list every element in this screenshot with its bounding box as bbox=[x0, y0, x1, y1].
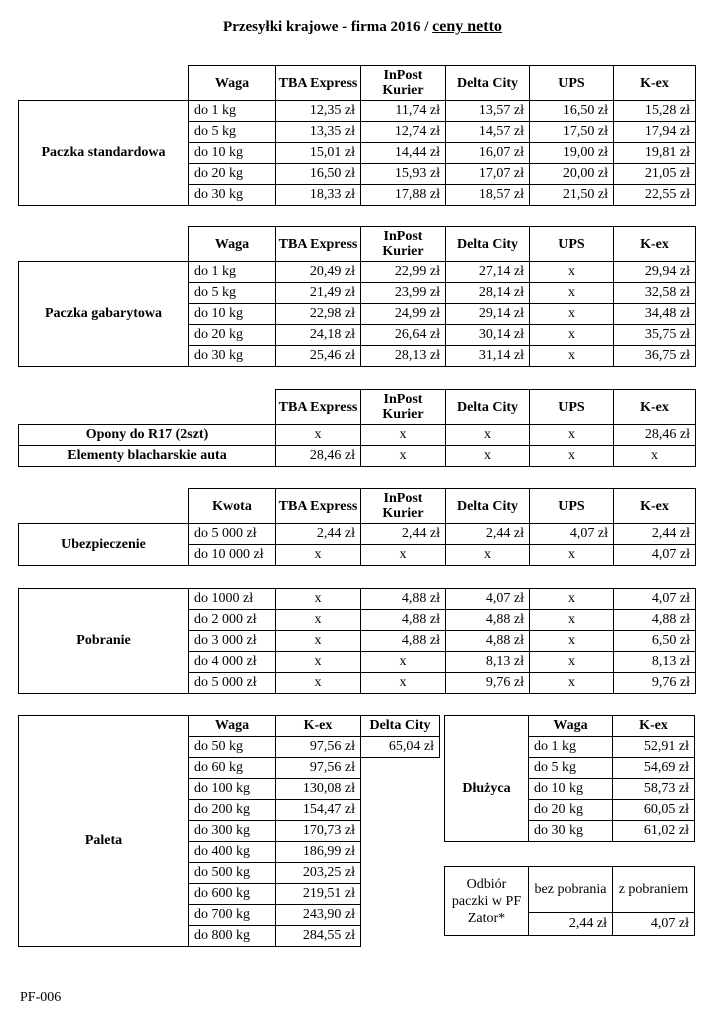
price-cell: 15,93 zł bbox=[361, 164, 446, 185]
price-cell: 58,73 zł bbox=[613, 779, 695, 800]
oversize-parcel-table bbox=[18, 226, 696, 367]
col-header-ups: UPS bbox=[530, 390, 614, 425]
row-label-insurance: Ubezpieczenie bbox=[19, 524, 189, 566]
price-cell: 4,88 zł bbox=[361, 631, 446, 652]
row-label-body-parts: Elementy blacharskie auta bbox=[19, 446, 276, 467]
col-header-inpost: InPost Kurier bbox=[361, 489, 446, 524]
document-code: PF-006 bbox=[20, 990, 62, 1005]
price-cell: 15,28 zł bbox=[614, 101, 696, 122]
price-cell: 22,99 zł bbox=[361, 262, 446, 283]
col-header-delta: Delta City bbox=[446, 390, 530, 425]
price-cell: 2,44 zł bbox=[614, 524, 696, 545]
price-cell: 9,76 zł bbox=[446, 673, 530, 694]
title-net-prices: ceny netto bbox=[432, 18, 502, 35]
weight-cell: do 20 kg bbox=[189, 164, 276, 185]
weight-cell: do 200 kg bbox=[189, 800, 276, 821]
col-header-kex: K-ex bbox=[614, 489, 696, 524]
pallet-table bbox=[18, 715, 440, 947]
price-cell: 14,44 zł bbox=[361, 143, 446, 164]
col-header-weight: Waga bbox=[529, 716, 613, 737]
row-label-pallet: Paleta bbox=[19, 737, 189, 947]
table-row bbox=[445, 737, 695, 758]
amount-cell: do 10 000 zł bbox=[189, 545, 276, 566]
price-cell: 4,07 zł bbox=[530, 524, 614, 545]
col-header-ups: UPS bbox=[530, 66, 614, 101]
amount-cell: do 5 000 zł bbox=[189, 524, 276, 545]
col-header-delta: Delta City bbox=[446, 66, 530, 101]
price-cell: 34,48 zł bbox=[614, 304, 696, 325]
price-cell: x bbox=[361, 545, 446, 566]
price-cell: x bbox=[614, 446, 696, 467]
price-cell: 2,44 zł bbox=[276, 524, 361, 545]
price-cell: 17,94 zł bbox=[614, 122, 696, 143]
price-cell: x bbox=[530, 610, 614, 631]
price-cell: 28,46 zł bbox=[614, 425, 696, 446]
col-header-kex: K-ex bbox=[614, 66, 696, 101]
price-cell: x bbox=[530, 283, 614, 304]
col-header-amount: Kwota bbox=[189, 489, 276, 524]
price-cell: 4,07 zł bbox=[614, 545, 696, 566]
price-cell: 4,88 zł bbox=[614, 610, 696, 631]
price-cell: 22,55 zł bbox=[614, 185, 696, 206]
price-cell: 21,49 zł bbox=[276, 283, 361, 304]
price-cell: 4,88 zł bbox=[361, 589, 446, 610]
price-cell: x bbox=[276, 589, 361, 610]
row-label-tires: Opony do R17 (2szt) bbox=[19, 425, 276, 446]
price-cell: x bbox=[530, 446, 614, 467]
price-cell: x bbox=[276, 425, 361, 446]
table-row bbox=[19, 262, 696, 283]
price-cell: x bbox=[530, 673, 614, 694]
price-cell: 61,02 zł bbox=[613, 821, 695, 842]
table-row bbox=[19, 524, 696, 545]
weight-cell: do 10 kg bbox=[189, 143, 276, 164]
price-cell: 31,14 zł bbox=[446, 346, 530, 367]
special-items-table bbox=[18, 389, 696, 467]
col-header-inpost: InPost Kurier bbox=[361, 390, 446, 425]
price-cell: 25,46 zł bbox=[276, 346, 361, 367]
amount-cell: do 5 000 zł bbox=[189, 673, 276, 694]
amount-cell: do 2 000 zł bbox=[189, 610, 276, 631]
table-row bbox=[19, 737, 440, 758]
price-cell: 19,00 zł bbox=[530, 143, 614, 164]
price-cell: 16,50 zł bbox=[530, 101, 614, 122]
col-header-kex: K-ex bbox=[614, 227, 696, 262]
price-cell: x bbox=[530, 631, 614, 652]
page-title bbox=[0, 18, 725, 36]
price-cell: 8,13 zł bbox=[614, 652, 696, 673]
price-cell: x bbox=[276, 631, 361, 652]
price-cell: 4,88 zł bbox=[446, 631, 530, 652]
table-row bbox=[19, 101, 696, 122]
col-header-weight: Waga bbox=[189, 227, 276, 262]
price-cell: 30,14 zł bbox=[446, 325, 530, 346]
weight-cell: do 20 kg bbox=[189, 325, 276, 346]
price-cell: 203,25 zł bbox=[276, 863, 361, 884]
price-cell: 29,14 zł bbox=[446, 304, 530, 325]
standard-parcel-table bbox=[18, 65, 696, 206]
title-main: Przesyłki krajowe - firma 2016 / bbox=[223, 19, 429, 35]
price-cell: 28,46 zł bbox=[276, 446, 361, 467]
col-header-kex: K-ex bbox=[613, 716, 695, 737]
price-cell: 60,05 zł bbox=[613, 800, 695, 821]
price-cell: 36,75 zł bbox=[614, 346, 696, 367]
price-cell: 170,73 zł bbox=[276, 821, 361, 842]
price-cell: 219,51 zł bbox=[276, 884, 361, 905]
price-cell: 17,07 zł bbox=[446, 164, 530, 185]
price-cell: 12,35 zł bbox=[276, 101, 361, 122]
weight-cell: do 5 kg bbox=[189, 122, 276, 143]
weight-cell: do 100 kg bbox=[189, 779, 276, 800]
price-cell: 18,57 zł bbox=[446, 185, 530, 206]
price-cell: 11,74 zł bbox=[361, 101, 446, 122]
weight-cell: do 300 kg bbox=[189, 821, 276, 842]
price-cell: 16,07 zł bbox=[446, 143, 530, 164]
col-header-delta: Delta City bbox=[361, 716, 440, 737]
weight-cell: do 1 kg bbox=[529, 737, 613, 758]
price-cell: x bbox=[276, 610, 361, 631]
price-cell: 6,50 zł bbox=[614, 631, 696, 652]
price-cell: 15,01 zł bbox=[276, 143, 361, 164]
price-cell: x bbox=[361, 652, 446, 673]
col-header-inpost: InPost Kurier bbox=[361, 227, 446, 262]
weight-cell: do 10 kg bbox=[189, 304, 276, 325]
price-cell: 24,99 zł bbox=[361, 304, 446, 325]
price-cell: 2,44 zł bbox=[446, 524, 530, 545]
price-cell: 17,88 zł bbox=[361, 185, 446, 206]
amount-cell: do 3 000 zł bbox=[189, 631, 276, 652]
col-header-weight: Waga bbox=[189, 66, 276, 101]
weight-cell: do 60 kg bbox=[189, 758, 276, 779]
table-row bbox=[19, 425, 696, 446]
price-cell: x bbox=[530, 545, 614, 566]
row-label-cod: Pobranie bbox=[19, 589, 189, 694]
price-cell: 4,07 zł bbox=[613, 912, 695, 935]
price-cell: 13,57 zł bbox=[446, 101, 530, 122]
col-header-weight: Waga bbox=[189, 716, 276, 737]
col-header-ups: UPS bbox=[530, 489, 614, 524]
price-cell: x bbox=[276, 652, 361, 673]
price-cell: x bbox=[276, 545, 361, 566]
price-cell: x bbox=[446, 446, 530, 467]
weight-cell: do 10 kg bbox=[529, 779, 613, 800]
price-cell: 9,76 zł bbox=[614, 673, 696, 694]
amount-cell: do 4 000 zł bbox=[189, 652, 276, 673]
price-cell: 20,00 zł bbox=[530, 164, 614, 185]
price-cell: 284,55 zł bbox=[276, 926, 361, 947]
weight-cell: do 20 kg bbox=[529, 800, 613, 821]
table-row bbox=[19, 589, 696, 610]
price-cell: x bbox=[361, 673, 446, 694]
col-header-tba: TBA Express bbox=[276, 66, 361, 101]
cod-table bbox=[18, 588, 696, 694]
price-cell: 54,69 zł bbox=[613, 758, 695, 779]
price-cell: x bbox=[530, 425, 614, 446]
row-label-oversize: Paczka gabarytowa bbox=[19, 262, 189, 367]
col-header-delta: Delta City bbox=[446, 227, 530, 262]
price-cell: 243,90 zł bbox=[276, 905, 361, 926]
pallet-label-top bbox=[19, 716, 189, 737]
amount-cell: do 1000 zł bbox=[189, 589, 276, 610]
price-cell: 52,91 zł bbox=[613, 737, 695, 758]
price-cell: 28,14 zł bbox=[446, 283, 530, 304]
col-header-inpost: InPost Kurier bbox=[361, 66, 446, 101]
price-cell: 35,75 zł bbox=[614, 325, 696, 346]
long-item-table bbox=[444, 715, 695, 842]
price-cell: 16,50 zł bbox=[276, 164, 361, 185]
col-header-tba: TBA Express bbox=[276, 390, 361, 425]
price-cell: 28,13 zł bbox=[361, 346, 446, 367]
insurance-table bbox=[18, 488, 696, 566]
price-cell: 22,98 zł bbox=[276, 304, 361, 325]
price-cell: x bbox=[446, 425, 530, 446]
price-cell: 19,81 zł bbox=[614, 143, 696, 164]
price-cell: 20,49 zł bbox=[276, 262, 361, 283]
pickup-table bbox=[444, 866, 695, 936]
weight-cell: do 30 kg bbox=[189, 346, 276, 367]
price-cell: 130,08 zł bbox=[276, 779, 361, 800]
price-cell: 32,58 zł bbox=[614, 283, 696, 304]
price-cell: 97,56 zł bbox=[276, 737, 361, 758]
price-cell: 26,64 zł bbox=[361, 325, 446, 346]
delta-pallet-price: 65,04 zł bbox=[361, 737, 440, 758]
col-header-without-cod: bez pobrania bbox=[529, 867, 613, 913]
weight-cell: do 50 kg bbox=[189, 737, 276, 758]
weight-cell: do 30 kg bbox=[529, 821, 613, 842]
price-cell: x bbox=[530, 652, 614, 673]
price-cell: 97,56 zł bbox=[276, 758, 361, 779]
price-cell: 21,05 zł bbox=[614, 164, 696, 185]
table-row bbox=[19, 446, 696, 467]
price-cell: 14,57 zł bbox=[446, 122, 530, 143]
price-cell: x bbox=[530, 325, 614, 346]
weight-cell: do 700 kg bbox=[189, 905, 276, 926]
price-cell: x bbox=[530, 346, 614, 367]
price-cell: 13,35 zł bbox=[276, 122, 361, 143]
price-cell: 24,18 zł bbox=[276, 325, 361, 346]
weight-cell: do 5 kg bbox=[189, 283, 276, 304]
row-label-pickup: Odbiór paczki w PF Zator* bbox=[445, 867, 529, 936]
price-cell: 4,88 zł bbox=[446, 610, 530, 631]
price-cell: 2,44 zł bbox=[361, 524, 446, 545]
price-cell: 186,99 zł bbox=[276, 842, 361, 863]
price-cell: 2,44 zł bbox=[529, 912, 613, 935]
weight-cell: do 30 kg bbox=[189, 185, 276, 206]
price-cell: 21,50 zł bbox=[530, 185, 614, 206]
price-cell: x bbox=[361, 425, 446, 446]
row-label-long: Dłużyca bbox=[445, 737, 529, 842]
col-header-tba: TBA Express bbox=[276, 489, 361, 524]
weight-cell: do 5 kg bbox=[529, 758, 613, 779]
long-label-top bbox=[445, 716, 529, 737]
col-header-with-cod: z pobraniem bbox=[613, 867, 695, 913]
col-header-delta: Delta City bbox=[446, 489, 530, 524]
weight-cell: do 800 kg bbox=[189, 926, 276, 947]
weight-cell: do 500 kg bbox=[189, 863, 276, 884]
price-cell: 4,88 zł bbox=[361, 610, 446, 631]
col-header-kex: K-ex bbox=[276, 716, 361, 737]
price-cell: 8,13 zł bbox=[446, 652, 530, 673]
price-cell: 4,07 zł bbox=[446, 589, 530, 610]
price-cell: 27,14 zł bbox=[446, 262, 530, 283]
price-cell: 29,94 zł bbox=[614, 262, 696, 283]
price-cell: x bbox=[276, 673, 361, 694]
price-cell: 17,50 zł bbox=[530, 122, 614, 143]
price-cell: x bbox=[530, 589, 614, 610]
weight-cell: do 1 kg bbox=[189, 101, 276, 122]
weight-cell: do 400 kg bbox=[189, 842, 276, 863]
row-label-standard: Paczka standardowa bbox=[19, 101, 189, 206]
price-cell: 4,07 zł bbox=[614, 589, 696, 610]
col-header-kex: K-ex bbox=[614, 390, 696, 425]
weight-cell: do 600 kg bbox=[189, 884, 276, 905]
price-cell: 12,74 zł bbox=[361, 122, 446, 143]
price-cell: 23,99 zł bbox=[361, 283, 446, 304]
price-cell: 154,47 zł bbox=[276, 800, 361, 821]
price-cell: x bbox=[530, 304, 614, 325]
price-cell: x bbox=[530, 262, 614, 283]
price-cell: x bbox=[361, 446, 446, 467]
price-cell: x bbox=[446, 545, 530, 566]
weight-cell: do 1 kg bbox=[189, 262, 276, 283]
col-header-tba: TBA Express bbox=[276, 227, 361, 262]
price-cell: 18,33 zł bbox=[276, 185, 361, 206]
col-header-ups: UPS bbox=[530, 227, 614, 262]
